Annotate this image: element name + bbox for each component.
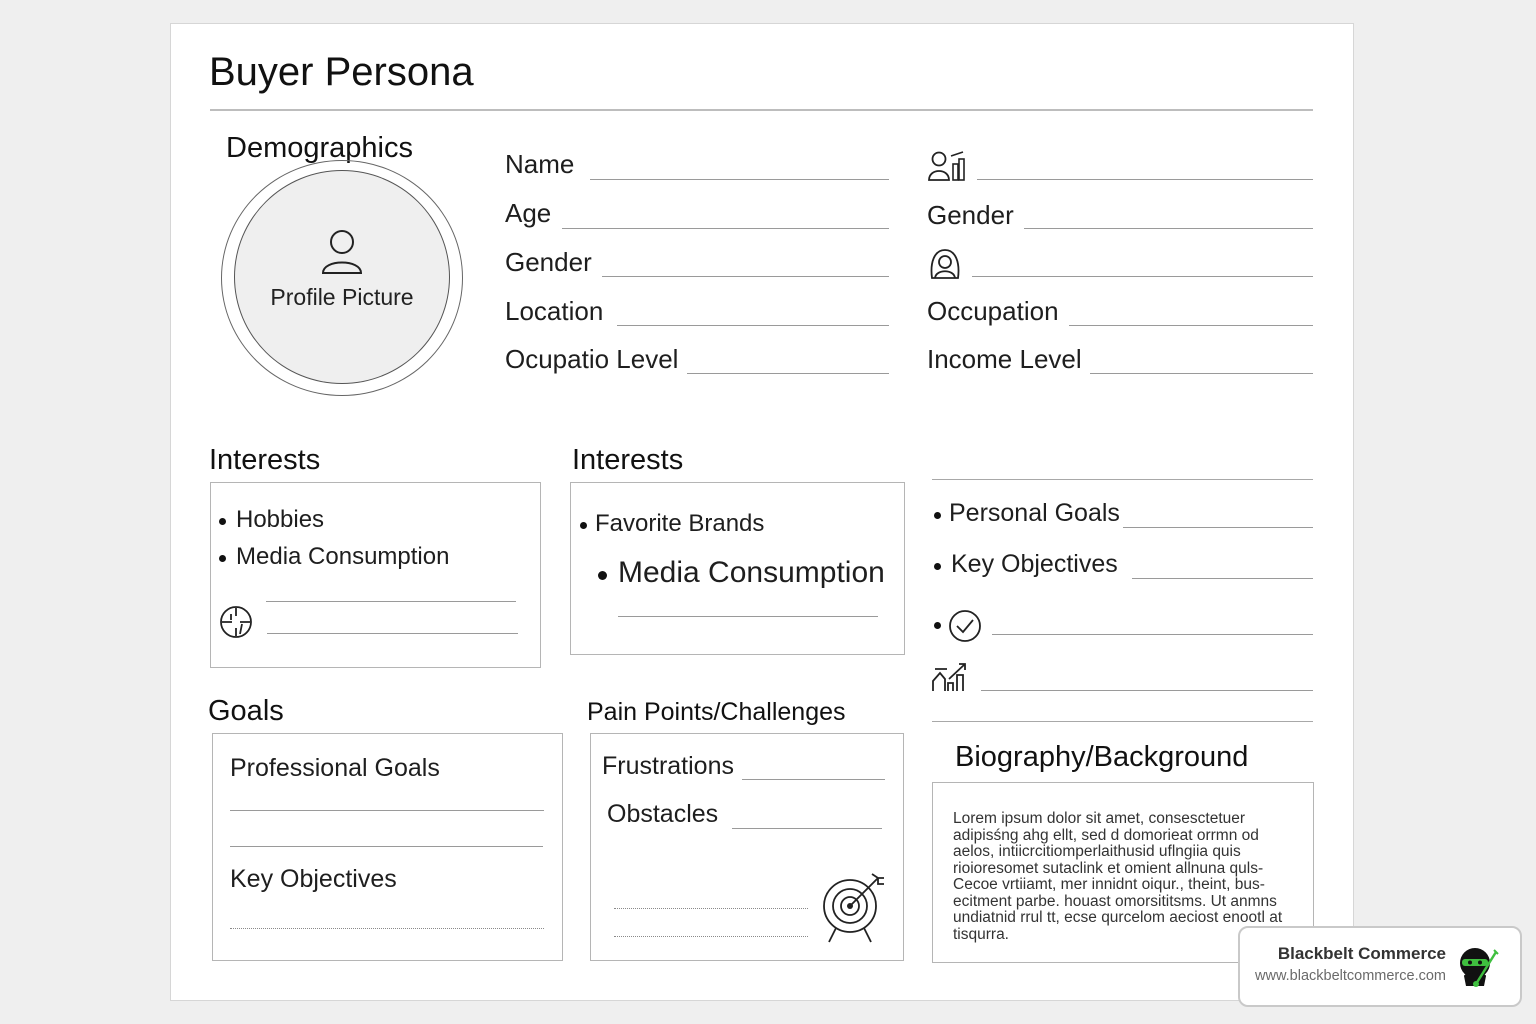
interests-heading: Interests — [209, 444, 321, 476]
pain-points-field-1[interactable] — [614, 908, 808, 909]
right-field-3[interactable] — [972, 276, 1313, 277]
globe-icon — [218, 604, 254, 640]
brand-name: Blackbelt Commerce — [1277, 944, 1446, 963]
name-label: Name — [505, 149, 575, 179]
occupation-label: Occupation — [927, 296, 1059, 326]
goals-heading: Goals — [208, 695, 284, 727]
bullet — [934, 622, 941, 629]
frustrations-label: Frustrations — [602, 752, 734, 780]
page-title: Buyer Persona — [209, 50, 474, 94]
personal-goals-field[interactable] — [1123, 527, 1313, 528]
brand-url[interactable]: www.blackbeltcommerce.com — [1255, 968, 1446, 984]
growth-chart-icon — [931, 661, 969, 693]
right-field-1[interactable] — [977, 179, 1313, 180]
favorite-brands-item: Favorite Brands — [595, 510, 765, 537]
gender-label-2: Gender — [927, 200, 1014, 230]
professional-goals-label: Professional Goals — [230, 754, 440, 782]
gender-field-2[interactable] — [1024, 228, 1313, 229]
bullet — [219, 518, 226, 525]
location-field[interactable] — [617, 325, 889, 326]
check-circle-icon — [948, 609, 982, 643]
interests-2-field[interactable] — [618, 616, 878, 617]
interests-box-bottom — [210, 667, 541, 668]
right-section-top-divider — [932, 479, 1313, 480]
gender-field[interactable] — [602, 276, 889, 277]
key-objectives-label: Key Objectives — [951, 550, 1118, 578]
media-consumption-item: Media Consumption — [236, 543, 450, 570]
user-chart-icon — [928, 150, 966, 182]
personal-goals-label: Personal Goals — [949, 499, 1120, 527]
occupation-level-label: Ocupatio Level — [505, 344, 679, 374]
bullet — [934, 512, 941, 519]
occupation-level-field[interactable] — [687, 373, 889, 374]
name-field[interactable] — [590, 179, 889, 180]
interests-heading-2: Interests — [572, 444, 684, 476]
key-objectives-label-2: Key Objectives — [230, 865, 397, 893]
target-icon — [818, 870, 888, 944]
user-avatar-icon — [928, 247, 962, 281]
biography-heading: Biography/Background — [955, 741, 1249, 773]
income-level-field[interactable] — [1090, 373, 1313, 374]
right-section-bottom-divider — [932, 721, 1313, 722]
professional-goals-field-2[interactable] — [230, 846, 543, 847]
obstacles-label: Obstacles — [607, 800, 719, 828]
pain-points-field-2[interactable] — [614, 936, 808, 937]
person-icon — [320, 229, 364, 277]
gender-label: Gender — [505, 247, 592, 277]
ninja-logo-icon — [1456, 946, 1500, 990]
location-label: Location — [505, 296, 604, 326]
media-consumption-item-2: Media Consumption — [618, 556, 885, 589]
interests-field-1[interactable] — [266, 601, 516, 602]
title-divider — [210, 109, 1313, 111]
biography-text: Lorem ipsum dolor sit amet, consesctetuer adipisśng ahg ellt, sed d domorieat orrmn od aelos, intiicrcitiomperlaithusid uflngiia quis rioioresomet sutaclink et omient allnuna quls-Cecoe vrtiiamt, mer innidnt oiqur., theint, bus-ecitment parbe. houast omorsititsms. Ut anmns undiatnid rrul tt, ecse qurcelom aeciost enootl at tisqurra. — [953, 810, 1283, 943]
growth-field[interactable] — [981, 690, 1313, 691]
occupation-field[interactable] — [1069, 325, 1313, 326]
bullet — [934, 563, 941, 570]
interests-field-2[interactable] — [267, 633, 518, 634]
professional-goals-field-1[interactable] — [230, 810, 544, 811]
key-objectives-field-2[interactable] — [230, 928, 544, 929]
bullet — [219, 555, 226, 562]
profile-picture-placeholder[interactable] — [234, 170, 450, 384]
key-objectives-field[interactable] — [1132, 578, 1313, 579]
pain-points-heading: Pain Points/Challenges — [587, 698, 846, 726]
age-label: Age — [505, 198, 552, 228]
profile-picture-label: Profile Picture — [270, 284, 414, 310]
frustrations-field[interactable] — [742, 779, 885, 780]
income-level-label: Income Level — [927, 344, 1082, 374]
obstacles-field[interactable] — [732, 828, 882, 829]
bullet — [580, 522, 587, 529]
hobbies-item: Hobbies — [236, 506, 325, 533]
demographics-heading: Demographics — [226, 132, 413, 164]
bullet — [598, 571, 607, 580]
age-field[interactable] — [562, 228, 889, 229]
check-field[interactable] — [992, 634, 1313, 635]
